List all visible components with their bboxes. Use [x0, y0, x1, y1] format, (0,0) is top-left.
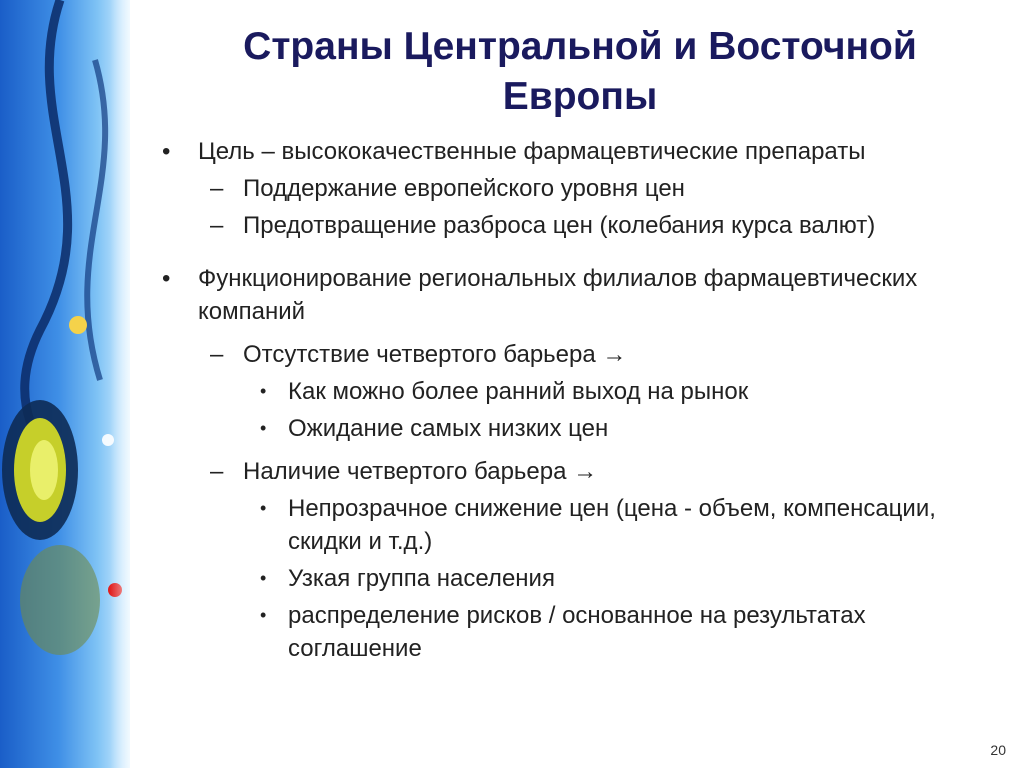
title-line-1: Страны Центральной и Восточной	[243, 25, 917, 68]
bullet-marker: •	[260, 381, 267, 401]
list-item	[160, 262, 1000, 328]
slide-title	[160, 22, 1000, 122]
list-item-text: Наличие четвертого барьера →	[243, 458, 598, 485]
list-item-text: распределение рисков / основанное на результатах соглашение	[288, 602, 866, 662]
side-image-fade	[110, 0, 140, 768]
bullet-marker: •	[260, 568, 267, 588]
bullet-marker: •	[260, 418, 267, 438]
bullet-marker: •	[162, 138, 171, 165]
list-item	[160, 599, 1000, 665]
list-item	[160, 562, 1000, 595]
list-item-text: Предотвращение разброса цен (колебания курса валют)	[243, 212, 876, 239]
list-item-text: Узкая группа населения	[288, 565, 555, 592]
list-item	[160, 338, 1000, 371]
list-item-text: Непрозрачное снижение цен (цена - объем, компенсации, скидки и т.д.)	[288, 495, 936, 555]
bullet-marker: •	[260, 605, 267, 625]
list-item-text: Поддержание европейского уровня цен	[243, 175, 685, 202]
dash-marker: –	[210, 212, 224, 239]
page-number: 20	[990, 742, 1006, 758]
list-item	[160, 375, 1000, 408]
bullet-marker: •	[260, 498, 267, 518]
bullet-marker: •	[162, 265, 171, 292]
dash-marker: –	[210, 341, 224, 368]
list-item	[160, 412, 1000, 445]
list-item	[160, 135, 1000, 168]
dash-marker: –	[210, 458, 224, 485]
list-item-text: Ожидание самых низких цен	[288, 415, 609, 442]
list-item-text: Отсутствие четвертого барьера →	[243, 341, 627, 368]
list-item	[160, 209, 1000, 242]
list-item	[160, 492, 1000, 558]
list-item	[160, 455, 1000, 488]
list-item	[160, 172, 1000, 205]
list-item-text: Как можно более ранний выход на рынок	[288, 378, 749, 405]
title-line-2: Европы	[502, 75, 658, 118]
dash-marker: –	[210, 175, 224, 202]
bullet-list	[160, 132, 1000, 665]
list-item-text: Цель – высококачественные фармацевтические препараты	[198, 138, 866, 165]
list-item-text: Функционирование региональных филиалов фармацевтических компаний	[198, 265, 918, 325]
